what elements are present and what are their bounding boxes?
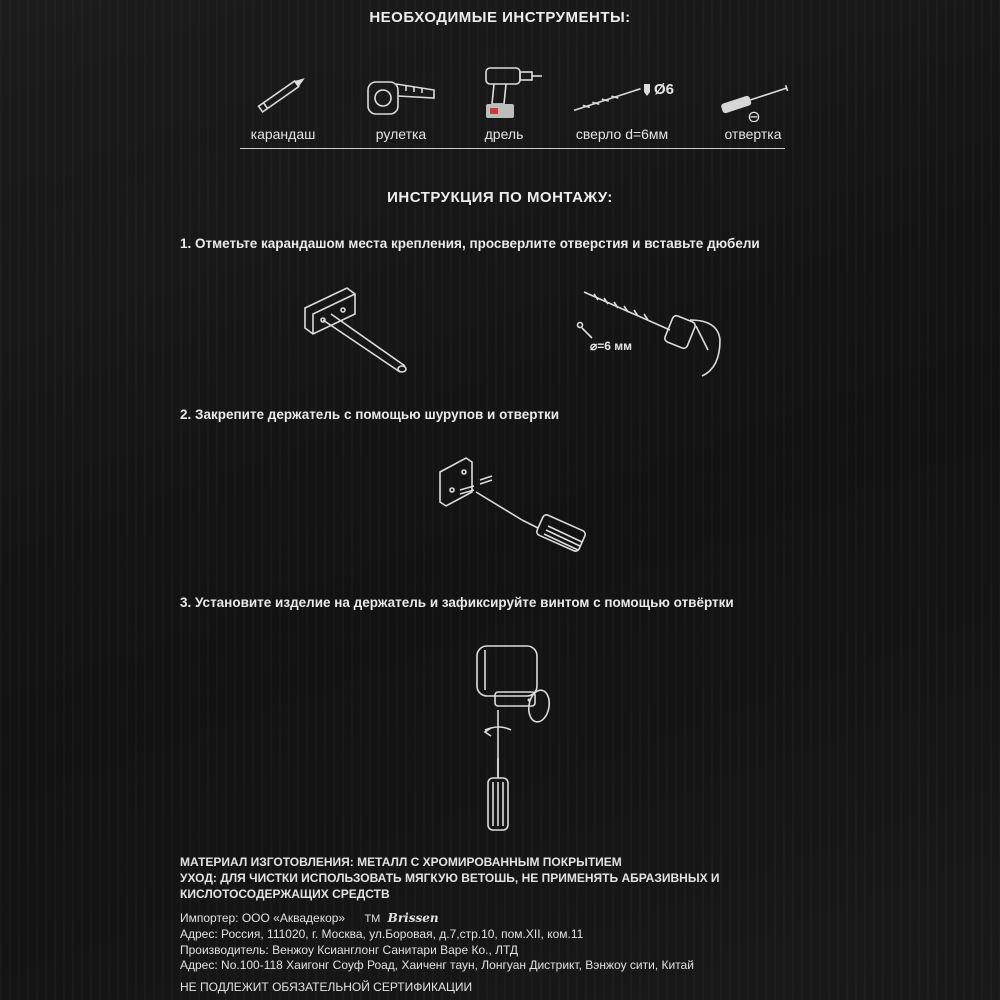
tool-label-drill: дрель bbox=[484, 126, 524, 142]
drill-bit-diameter-badge: Ø6 bbox=[654, 81, 675, 98]
tools-divider bbox=[240, 148, 785, 149]
step-2-screwdriver-illustration bbox=[430, 450, 600, 580]
step-1-text: 1. Отметьте карандашом места крепления, просверлите отверстия и вставьте дюбели bbox=[180, 236, 760, 251]
footer-address-cn: Адрес: No.100-118 Хаигонг Соуф Роад, Хаиченг таун, Лонгуан Дистрикт, Вэнжоу сити, Китай bbox=[180, 958, 694, 972]
tool-drill-bit bbox=[552, 62, 692, 142]
drill-icon bbox=[464, 62, 544, 122]
footer-certification: НЕ ПОДЛЕЖИТ ОБЯЗАТЕЛЬНОЙ СЕРТИФИКАЦИИ bbox=[180, 980, 473, 994]
step-3-product-illustration bbox=[465, 640, 565, 835]
step-1-holder-illustration bbox=[295, 280, 415, 380]
drill-bit-icon bbox=[562, 62, 682, 122]
footer-material: МАТЕРИАЛ ИЗГОТОВЛЕНИЯ: МЕТАЛЛ С ХРОМИРОВАННЫМ ПОКРЫТИЕМ bbox=[180, 855, 622, 869]
tool-screwdriver bbox=[688, 62, 818, 142]
tool-pencil bbox=[218, 62, 348, 142]
pencil-icon bbox=[248, 62, 318, 122]
footer-trademark-prefix: ТМ bbox=[364, 913, 381, 925]
tool-label-drill-bit: сверло d=6мм bbox=[575, 126, 669, 142]
tool-label-tape-measure: рулетка bbox=[375, 126, 427, 142]
footer-address-ru: Адрес: Россия, 111020, г. Москва, ул.Боровая, д.7,стр.10, пом.XII, ком.11 bbox=[180, 927, 584, 941]
screwdriver-icon bbox=[698, 62, 808, 122]
footer-care-line-2: КИСЛОТОСОДЕРЖАЩИХ СРЕДСТВ bbox=[180, 887, 390, 901]
footer-importer-row bbox=[180, 911, 439, 925]
footer-importer: Импортер: ООО «Аквадекор» bbox=[180, 911, 346, 925]
step-3-text: 3. Установите изделие на держатель и зафиксируйте винтом с помощью отвёртки bbox=[180, 595, 734, 610]
footer-care-line-1: УХОД: ДЛЯ ЧИСТКИ ИСПОЛЬЗОВАТЬ МЯГКУЮ ВЕТОШЬ, НЕ ПРИМЕНЯТЬ АБРАЗИВНЫХ И bbox=[180, 871, 720, 885]
step-1-drill-diameter-label: ⌀=6 мм bbox=[590, 339, 632, 353]
tool-label-pencil: карандаш bbox=[250, 126, 316, 142]
tool-drill bbox=[439, 62, 569, 142]
footer-manufacturer: Производитель: Венжоу Ксианглонг Санитари Варе Ко., ЛТД bbox=[180, 943, 519, 957]
step-2-text: 2. Закрепите держатель с помощью шурупов и отвертки bbox=[180, 407, 559, 422]
slotted-screw-badge: ⊖ bbox=[747, 107, 761, 122]
tools-heading: НЕОБХОДИМЫЕ ИНСТРУМЕНТЫ: bbox=[369, 9, 631, 26]
step-1-drill-illustration bbox=[570, 280, 730, 380]
brand-logo: Brissen bbox=[387, 911, 439, 925]
tool-label-screwdriver: отвертка bbox=[724, 126, 782, 142]
tape-measure-icon bbox=[356, 62, 446, 122]
instructions-heading: ИНСТРУКЦИЯ ПО МОНТАЖУ: bbox=[387, 189, 613, 206]
